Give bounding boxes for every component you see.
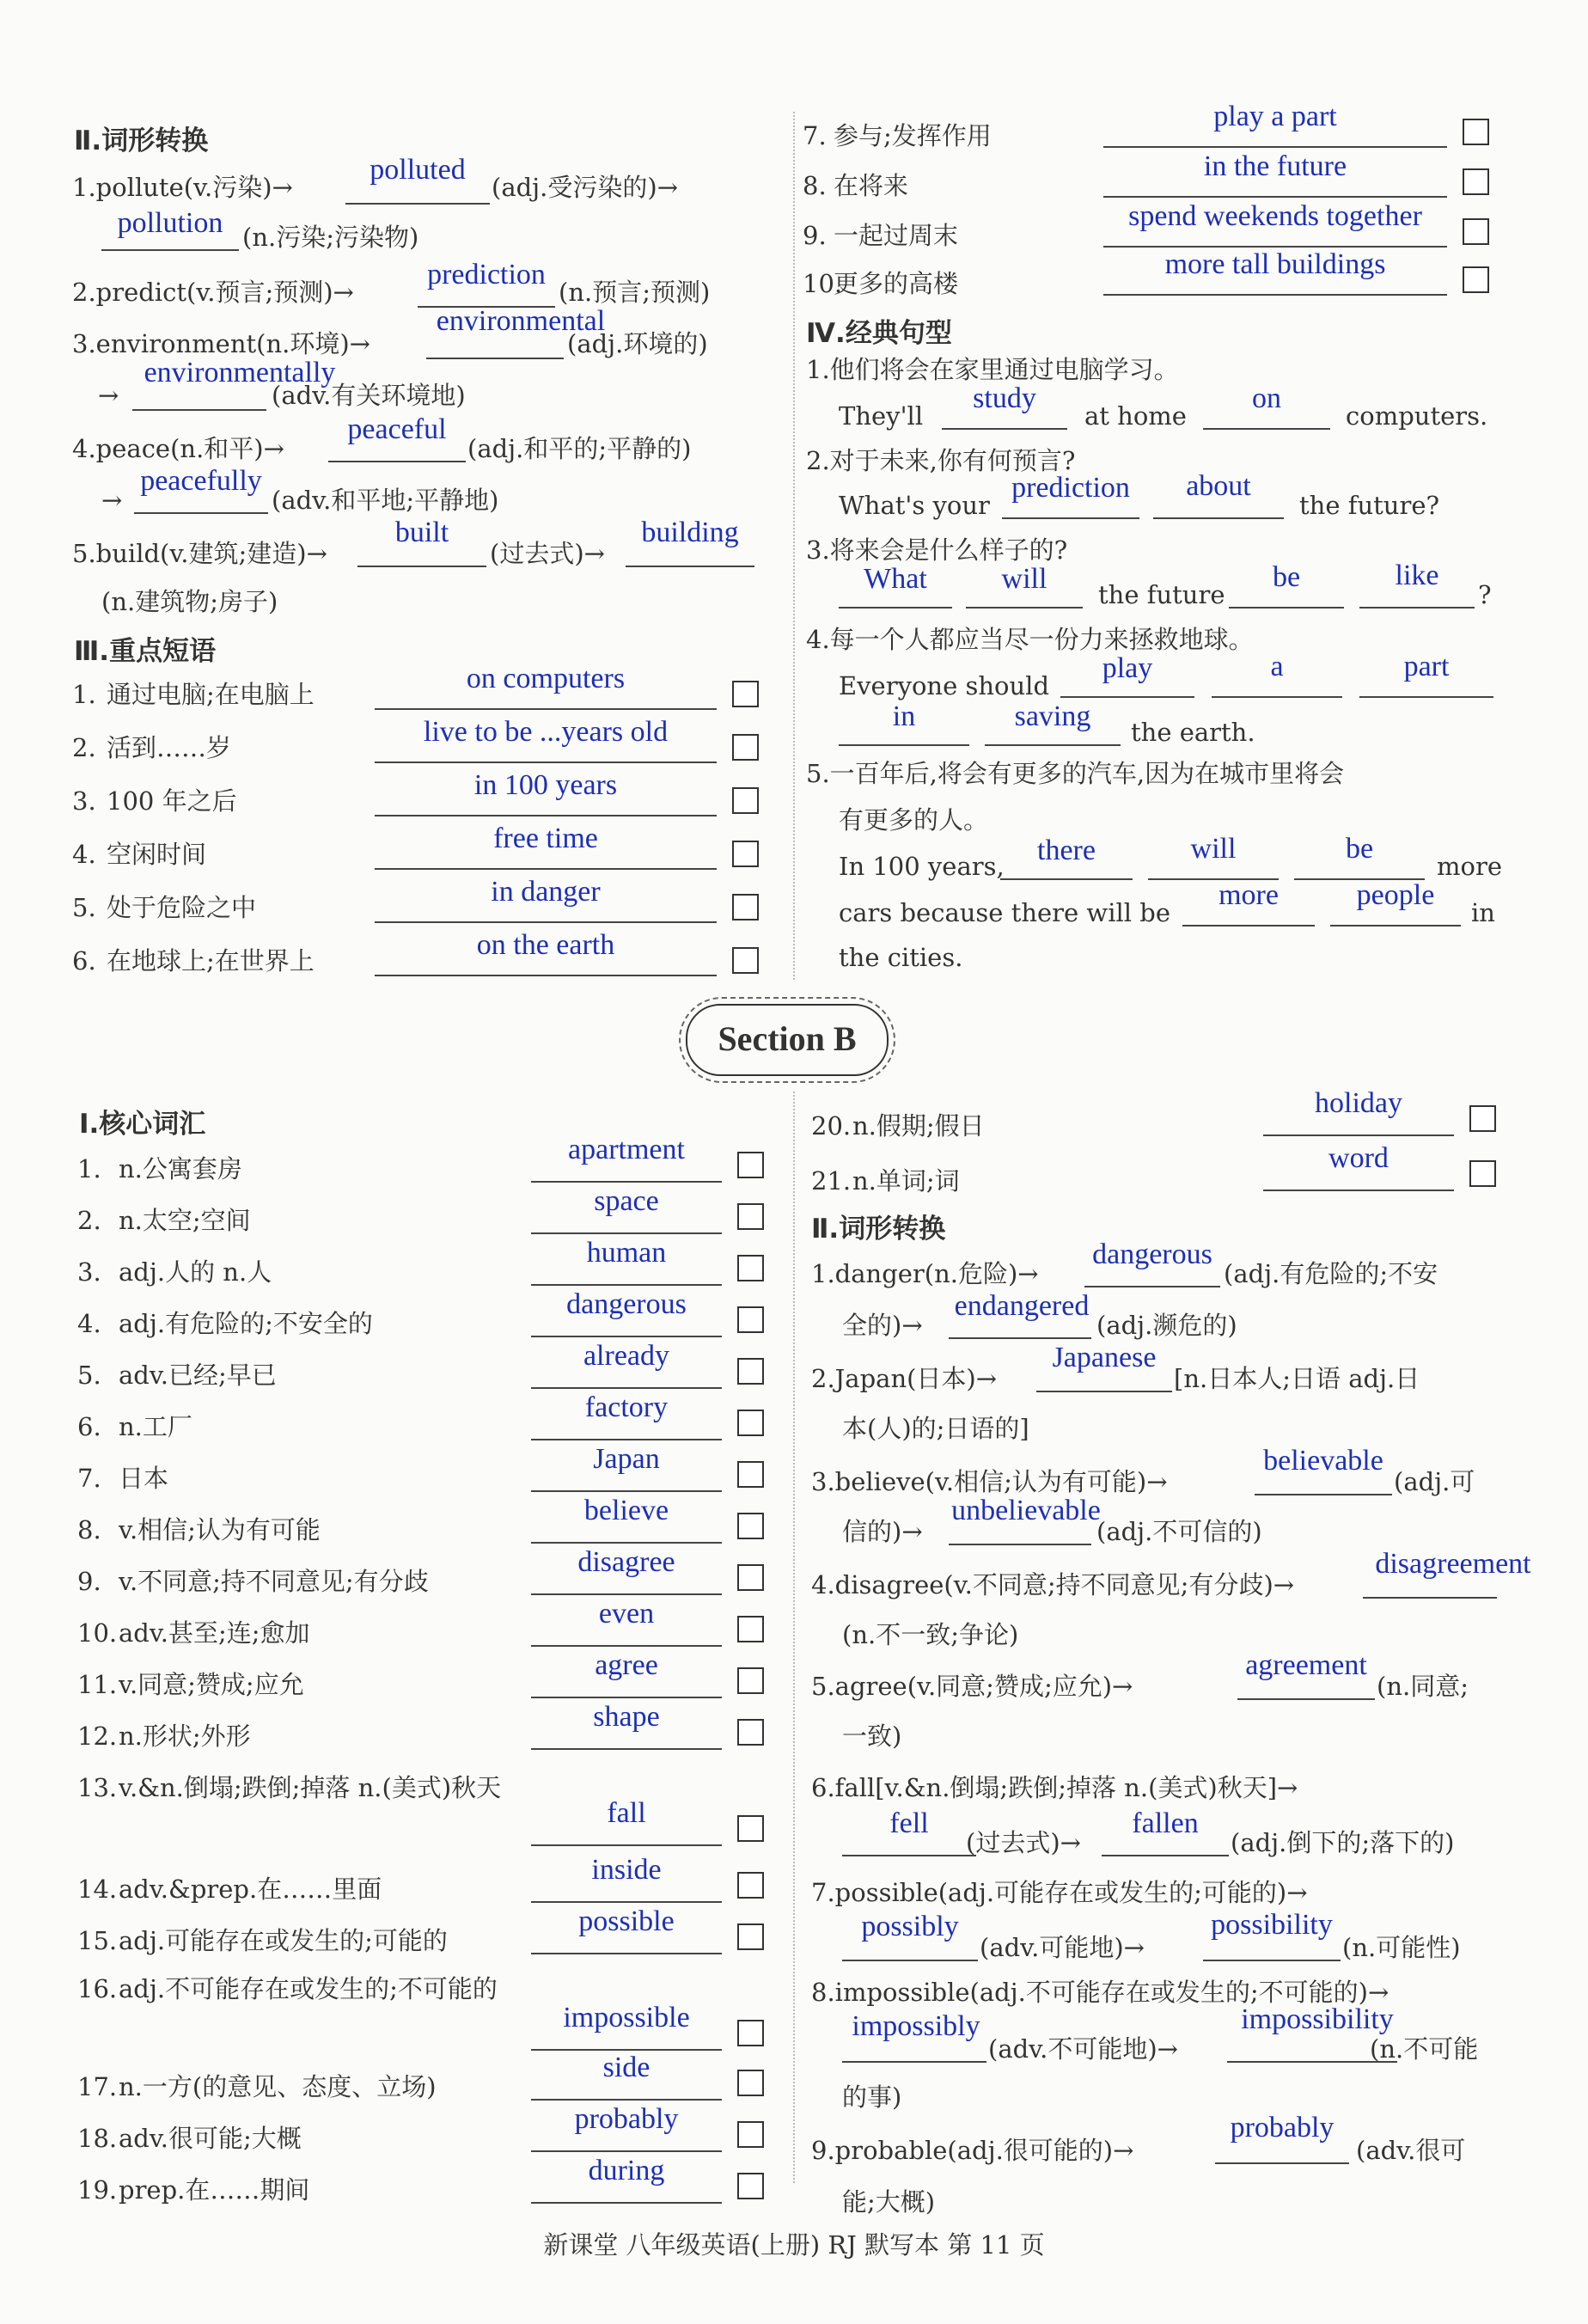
answer: during: [588, 2155, 665, 2186]
vocab-cn: adv.&prep.在……里面: [119, 1874, 382, 1904]
checkbox[interactable]: [737, 1872, 764, 1899]
phrase-cn: 空闲时间: [107, 840, 207, 869]
checkbox[interactable]: [732, 841, 759, 867]
answer: space: [594, 1185, 659, 1217]
vocab-cn: n.工厂: [119, 1412, 192, 1441]
page-footer: 新课堂 八年级英语(上册) RJ 默写本 第 11 页: [543, 2230, 1045, 2260]
answer: free time: [493, 823, 598, 854]
vocab-cn: adj.可能存在或发生的;可能的: [119, 1926, 448, 1955]
answer: be: [1272, 561, 1301, 593]
vocab-num: 13.: [77, 1773, 118, 1802]
answer: play: [1102, 652, 1153, 684]
checkbox[interactable]: [737, 1564, 764, 1591]
vocab-cn: n.单词;词: [852, 1166, 960, 1196]
phrase-cn: 通过电脑;在电脑上: [107, 680, 315, 709]
b2-i8-d: 的事): [842, 2082, 902, 2112]
answer: probably: [1230, 2112, 1335, 2144]
phrase-cn: 活到……岁: [107, 733, 232, 762]
answer: built: [394, 517, 449, 548]
answer: fallen: [1132, 1807, 1199, 1839]
s1-cn: 1.他们将会在家里通过电脑学习。: [806, 355, 1179, 384]
answer: environmentally: [144, 357, 336, 388]
phrase-cn: 更多的高楼: [834, 269, 959, 298]
vocab-num: 18.: [77, 2124, 118, 2153]
p2-item4-b: (adj.和平的;平静的): [467, 434, 692, 463]
answer: even: [598, 1598, 655, 1630]
checkbox[interactable]: [737, 1306, 764, 1333]
phrase-label: 1.: [72, 680, 96, 709]
b2-i8-b: (adv.不可能地)→: [988, 2034, 1178, 2064]
phrase-label: 10.: [803, 269, 843, 298]
b2-i8-a: 8.impossible(adj.不可能存在或发生的;不可能的)→: [811, 1978, 1390, 2007]
answer: polluted: [370, 154, 466, 186]
phrase-label: 8.: [803, 171, 827, 200]
b2-i2-c: 本(人)的;日语的]: [842, 1414, 1029, 1443]
s2-cn: 2.对于未来,你有何预言?: [806, 446, 1076, 475]
checkbox[interactable]: [732, 681, 759, 707]
vocab-cn: adv.很可能;大概: [119, 2124, 302, 2153]
b2-i6-b: (过去式)→: [966, 1828, 1081, 1857]
p2-item3-b: (adj.环境的): [567, 329, 708, 358]
answer: will: [1190, 833, 1237, 865]
b2-i7-a: 7.possible(adj.可能存在或发生的;可能的)→: [811, 1878, 1308, 1907]
answer: inside: [591, 1854, 662, 1886]
p2-item5-a: 5.build(v.建筑;建造)→: [72, 539, 327, 568]
answer: holiday: [1315, 1087, 1402, 1119]
answer: more: [1218, 879, 1279, 911]
b2-i5-b: (n.同意;: [1377, 1672, 1469, 1701]
p2-item1-a: 1.pollute(v.污染)→: [72, 173, 293, 202]
vocab-cn: adj.不可能存在或发生的;不可能的: [119, 1974, 498, 2003]
answer: on the earth: [476, 929, 615, 961]
answer: fall: [607, 1797, 646, 1829]
answer: in the future: [1203, 150, 1347, 182]
b2-i7-c: (n.可能性): [1342, 1933, 1461, 1962]
b2-i8-c: (n.不可能: [1370, 2034, 1479, 2064]
answer: pollution: [117, 207, 223, 239]
p2-item3-arrow: →: [98, 381, 119, 410]
s4-a: Everyone should: [839, 671, 1050, 700]
vocab-num: 6.: [77, 1412, 101, 1441]
vocab-cn: v.&n.倒塌;跌倒;掉落 n.(美式)秋天: [119, 1773, 502, 1802]
answer: spend weekends together: [1128, 200, 1422, 232]
vocab-num: 1.: [77, 1154, 101, 1183]
answer: disagree: [577, 1546, 675, 1578]
answer: agreement: [1245, 1649, 1367, 1681]
answer: word: [1328, 1142, 1389, 1174]
answer: factory: [584, 1391, 669, 1423]
answer: agree: [595, 1649, 658, 1681]
vocab-num: 11.: [77, 1670, 118, 1699]
checkbox[interactable]: [1463, 168, 1489, 195]
answer: more tall buildings: [1164, 248, 1386, 280]
answer: human: [586, 1237, 667, 1269]
s1-c: computers.: [1346, 401, 1488, 431]
answer: there: [1037, 835, 1096, 866]
partB2-heading: Ⅱ.词形转换: [811, 1214, 946, 1245]
checkbox[interactable]: [737, 1255, 764, 1281]
vocab-num: 15.: [77, 1926, 118, 1955]
answer: peaceful: [347, 413, 447, 445]
b2-i5-a: 5.agree(v.同意;赞成;应允)→: [811, 1672, 1133, 1701]
checkbox[interactable]: [737, 1815, 764, 1842]
s3-c: ?: [1478, 580, 1492, 609]
vocab-num: 7.: [77, 1464, 101, 1493]
vocab-cn: n.一方(的意见、态度、立场): [119, 2072, 437, 2101]
b2-i9-b: (adv.很可: [1356, 2136, 1466, 2165]
vocab-cn: adj.有危险的;不安全的: [119, 1309, 373, 1338]
b2-i1-a: 1.danger(n.危险)→: [811, 1259, 1039, 1288]
answer: be: [1345, 833, 1374, 865]
answer: study: [973, 382, 1036, 414]
vocab-num: 14.: [77, 1874, 118, 1904]
checkbox[interactable]: [737, 2070, 764, 2096]
vocab-cn: adj.人的 n.人: [119, 1257, 272, 1287]
part2-heading: Ⅱ.词形转换: [74, 125, 209, 156]
checkbox[interactable]: [737, 1719, 764, 1746]
phrase-cn: 处于危险之中: [107, 893, 257, 922]
answer: dangerous: [1092, 1238, 1212, 1270]
phrase-cn: 在将来: [834, 171, 909, 200]
p2-item5-c: (n.建筑物;房子): [101, 587, 278, 616]
checkbox[interactable]: [737, 2121, 764, 2148]
answer: impossibly: [852, 2010, 980, 2042]
answer: on: [1252, 382, 1281, 414]
phrase-label: 2.: [72, 733, 96, 762]
vocab-num: 5.: [77, 1361, 101, 1390]
s4-cn: 4.每一个人都应当尽一份力来拯救地球。: [806, 625, 1254, 654]
answer: endangered: [954, 1290, 1090, 1322]
answer: building: [641, 517, 739, 548]
checkbox[interactable]: [737, 1410, 764, 1436]
b2-i9-c: 能;大概): [842, 2187, 936, 2217]
vocab-cn: n.假期;假日: [852, 1111, 985, 1141]
b2-i6-a: 6.fall[v.&n.倒塌;跌倒;掉落 n.(美式)秋天]→: [811, 1773, 1298, 1802]
answer: Japanese: [1052, 1342, 1157, 1373]
answer: What: [864, 563, 927, 595]
s5-a: In 100 years,: [839, 852, 1005, 881]
checkbox[interactable]: [737, 1461, 764, 1488]
p2-item1-b: (adj.受污染的)→: [492, 173, 678, 202]
answer: prediction: [1011, 472, 1130, 504]
s1-a: They'll: [839, 401, 924, 431]
vocab-num: 9.: [77, 1567, 101, 1596]
p2-item2-a: 2.predict(v.预言;预测)→: [72, 278, 354, 307]
s5-cn1: 5.一百年后,将会有更多的汽车,因为在城市里将会: [806, 759, 1345, 788]
b2-i3-c: 信的)→: [842, 1517, 923, 1546]
phrase-cn: 在地球上;在世界上: [107, 946, 315, 975]
vocab-num: 12.: [77, 1722, 118, 1751]
checkbox[interactable]: [1463, 266, 1489, 293]
s5-d: in: [1471, 898, 1495, 927]
part3-heading: Ⅲ.重点短语: [74, 636, 217, 667]
vocab-cn: v.同意;赞成;应允: [119, 1670, 304, 1699]
s5-b: more: [1437, 852, 1502, 881]
answer: believe: [583, 1495, 669, 1526]
answer: peacefully: [140, 465, 262, 497]
answer: side: [602, 2052, 650, 2083]
phrase-label: 5.: [72, 893, 96, 922]
vocab-num: 21.: [811, 1166, 852, 1196]
answer: believable: [1263, 1445, 1383, 1477]
vocab-cn: n.公寓套房: [119, 1154, 242, 1183]
b2-i3-d: (adj.不可信的): [1096, 1517, 1262, 1546]
part4-heading: Ⅳ.经典句型: [806, 318, 952, 349]
answer: fell: [889, 1807, 929, 1839]
s5-e: the cities.: [839, 943, 963, 972]
answer: prediction: [427, 259, 546, 290]
vocab-cn: adv.甚至;连;愈加: [119, 1618, 310, 1648]
checkbox[interactable]: [1469, 1160, 1496, 1187]
vocab-cn: n.太空;空间: [119, 1206, 251, 1235]
phrase-label: 6.: [72, 946, 96, 975]
b2-i5-c: 一致): [842, 1722, 902, 1751]
answer: like: [1395, 560, 1439, 591]
phrase-label: 7.: [803, 121, 827, 150]
checkbox[interactable]: [737, 1667, 764, 1694]
phrase-cn: 100 年之后: [107, 786, 237, 816]
partB1-heading: Ⅰ.核心词汇: [79, 1109, 206, 1140]
vocab-cn: n.形状;外形: [119, 1722, 251, 1751]
answer: dangerous: [566, 1288, 687, 1320]
vocab-num: 10.: [77, 1618, 118, 1648]
answer: about: [1186, 470, 1251, 502]
b2-i3-a: 3.believe(v.相信;认为有可能)→: [811, 1467, 1168, 1496]
answer: in danger: [491, 876, 601, 908]
p2-item2-b: (n.预言;预测): [559, 278, 711, 307]
vocab-cn: 日本: [119, 1464, 169, 1493]
phrase-cn: 参与;发挥作用: [834, 121, 992, 150]
p2-item4-c: (adv.和平地;平静地): [272, 486, 499, 515]
answer: unbelievable: [951, 1495, 1101, 1526]
answer: shape: [593, 1701, 660, 1733]
checkbox[interactable]: [732, 894, 759, 920]
s3-cn: 3.将来会是什么样子的?: [806, 535, 1068, 565]
phrase-cn: 一起过周末: [834, 221, 959, 250]
answer: possibility: [1211, 1909, 1333, 1941]
checkbox[interactable]: [737, 1358, 764, 1385]
s4-c: the earth.: [1131, 718, 1255, 747]
answer: saving: [1014, 700, 1091, 732]
section-b-title: Section B: [686, 1004, 889, 1076]
vocab-num: 2.: [77, 1206, 101, 1235]
b2-i1-d: (adj.濒危的): [1096, 1311, 1237, 1340]
vocab-num: 17.: [77, 2072, 118, 2101]
s2-c: the future?: [1299, 491, 1440, 520]
answer: apartment: [568, 1134, 685, 1165]
answer: people: [1356, 879, 1435, 911]
checkbox[interactable]: [737, 1923, 764, 1950]
checkbox[interactable]: [732, 787, 759, 814]
column-divider: [793, 1092, 795, 2183]
answer: environmental: [436, 305, 606, 337]
answer: possibly: [861, 1911, 959, 1942]
b2-i6-c: (adj.倒下的;落下的): [1231, 1828, 1455, 1857]
checkbox[interactable]: [732, 734, 759, 761]
b2-i7-b: (adv.可能地)→: [980, 1933, 1145, 1962]
checkbox[interactable]: [737, 1513, 764, 1539]
s3-b: the future: [1098, 580, 1225, 609]
vocab-num: 16.: [77, 1974, 118, 2003]
checkbox[interactable]: [1469, 1105, 1496, 1132]
answer: a: [1270, 651, 1284, 682]
checkbox[interactable]: [737, 2173, 764, 2199]
checkbox[interactable]: [737, 2020, 764, 2046]
b2-i2-b: [n.日本人;日语 adj.日: [1174, 1364, 1420, 1393]
answer: in 100 years: [473, 769, 618, 801]
p2-item1-c: (n.污染;污染物): [242, 223, 419, 252]
answer: probably: [574, 2103, 679, 2135]
answer: disagreement: [1375, 1548, 1531, 1580]
b2-i9-a: 9.probable(adj.很可能的)→: [811, 2136, 1134, 2165]
vocab-num: 19.: [77, 2175, 118, 2205]
phrase-label: 4.: [72, 840, 96, 869]
b2-i4-c: (n.不一致;争论): [842, 1620, 1019, 1649]
answer: on computers: [466, 663, 626, 694]
p2-item3-a: 3.environment(n.环境)→: [72, 329, 370, 358]
p2-item3-c: (adv.有关环境地): [272, 381, 466, 410]
checkbox[interactable]: [1463, 119, 1489, 145]
vocab-cn: adv.已经;早已: [119, 1361, 277, 1390]
answer: live to be ...years old: [423, 716, 669, 748]
phrase-label: 9.: [803, 221, 827, 250]
checkbox[interactable]: [737, 1203, 764, 1230]
vocab-cn: v.不同意;持不同意见;有分歧: [119, 1567, 429, 1596]
b2-i1-c: 全的)→: [842, 1311, 923, 1340]
phrase-label: 3.: [72, 786, 96, 816]
vocab-cn: v.相信;认为有可能: [119, 1515, 321, 1544]
answer: possible: [578, 1905, 675, 1937]
checkbox[interactable]: [737, 1152, 764, 1178]
answer: impossible: [563, 2002, 690, 2034]
b2-i3-b: (adj.可: [1394, 1467, 1475, 1496]
s5-cn2: 有更多的人。: [839, 805, 989, 835]
answer: in: [892, 700, 916, 732]
answer: Japan: [593, 1443, 660, 1475]
checkbox[interactable]: [732, 947, 759, 974]
b2-i1-b: (adj.有危险的;不安: [1224, 1259, 1438, 1288]
checkbox[interactable]: [737, 1616, 764, 1642]
p2-item4-a: 4.peace(n.和平)→: [72, 434, 284, 463]
p2-item4-arrow: →: [101, 486, 123, 515]
s1-b: at home: [1084, 401, 1187, 431]
vocab-num: 8.: [77, 1515, 101, 1544]
vocab-num: 3.: [77, 1257, 101, 1287]
s2-a: What's your: [839, 491, 990, 520]
vocab-num: 4.: [77, 1309, 101, 1338]
answer: part: [1403, 651, 1450, 682]
p2-item5-b: (过去式)→: [490, 539, 605, 568]
answer: will: [1001, 563, 1047, 595]
b2-i4-a: 4.disagree(v.不同意;持不同意见;有分歧)→: [811, 1570, 1295, 1599]
s5-c: cars because there will be: [839, 898, 1171, 927]
checkbox[interactable]: [1463, 218, 1489, 245]
vocab-num: 20.: [811, 1111, 852, 1141]
answer: impossibility: [1241, 2003, 1394, 2035]
vocab-cn: prep.在……期间: [119, 2175, 310, 2205]
answer: play a part: [1213, 101, 1337, 132]
answer: already: [583, 1340, 670, 1372]
column-divider: [793, 112, 795, 980]
b2-i2-a: 2.Japan(日本)→: [811, 1364, 998, 1393]
